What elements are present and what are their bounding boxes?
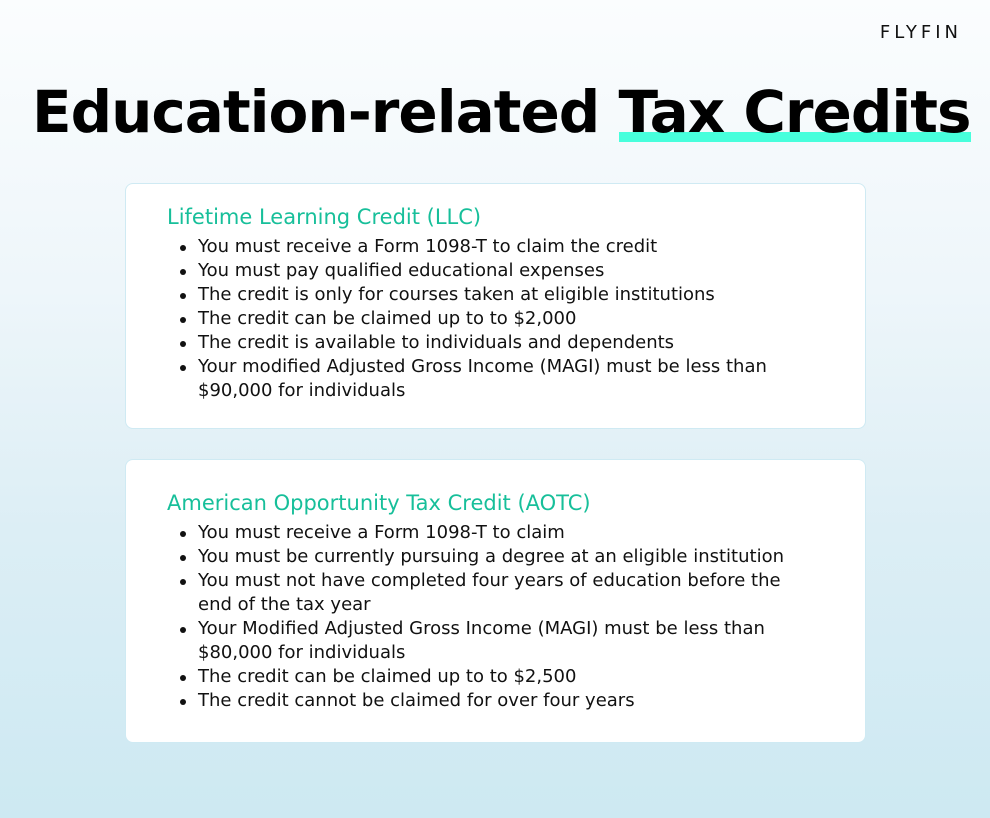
title-highlight (619, 78, 971, 146)
aotc-requirements-list (177, 521, 865, 713)
aotc-card (125, 459, 866, 743)
list-item: You must not have completed four years of education before the end of the tax year (177, 569, 817, 617)
list-item: Your modified Adjusted Gross Income (MAGI) must be less than $90,000 for individuals (177, 355, 817, 403)
list-item: The credit can be claimed up to to $2,500 (177, 665, 817, 689)
page-title (32, 78, 971, 146)
list-item: You must receive a Form 1098-T to claim the credit (177, 235, 817, 259)
list-item: You must pay qualified educational expenses (177, 259, 817, 283)
list-item: The credit can be claimed up to to $2,000 (177, 307, 817, 331)
title-prefix: Education-related (32, 78, 600, 146)
aotc-heading: American Opportunity Tax Credit (AOTC) (167, 491, 591, 515)
list-item: You must receive a Form 1098-T to claim (177, 521, 817, 545)
llc-card (125, 183, 866, 429)
llc-heading: Lifetime Learning Credit (LLC) (167, 205, 482, 229)
llc-requirements-list (177, 235, 865, 403)
list-item: You must be currently pursuing a degree at an eligible institution (177, 545, 817, 569)
list-item: The credit cannot be claimed for over four years (177, 689, 817, 713)
list-item: The credit is available to individuals and dependents (177, 331, 817, 355)
brand-logo: FLYFIN (879, 22, 962, 43)
title-highlight-text: Tax Credits (618, 78, 971, 146)
list-item: The credit is only for courses taken at eligible institutions (177, 283, 817, 307)
list-item: Your Modified Adjusted Gross Income (MAGI) must be less than $80,000 for individuals (177, 617, 817, 665)
